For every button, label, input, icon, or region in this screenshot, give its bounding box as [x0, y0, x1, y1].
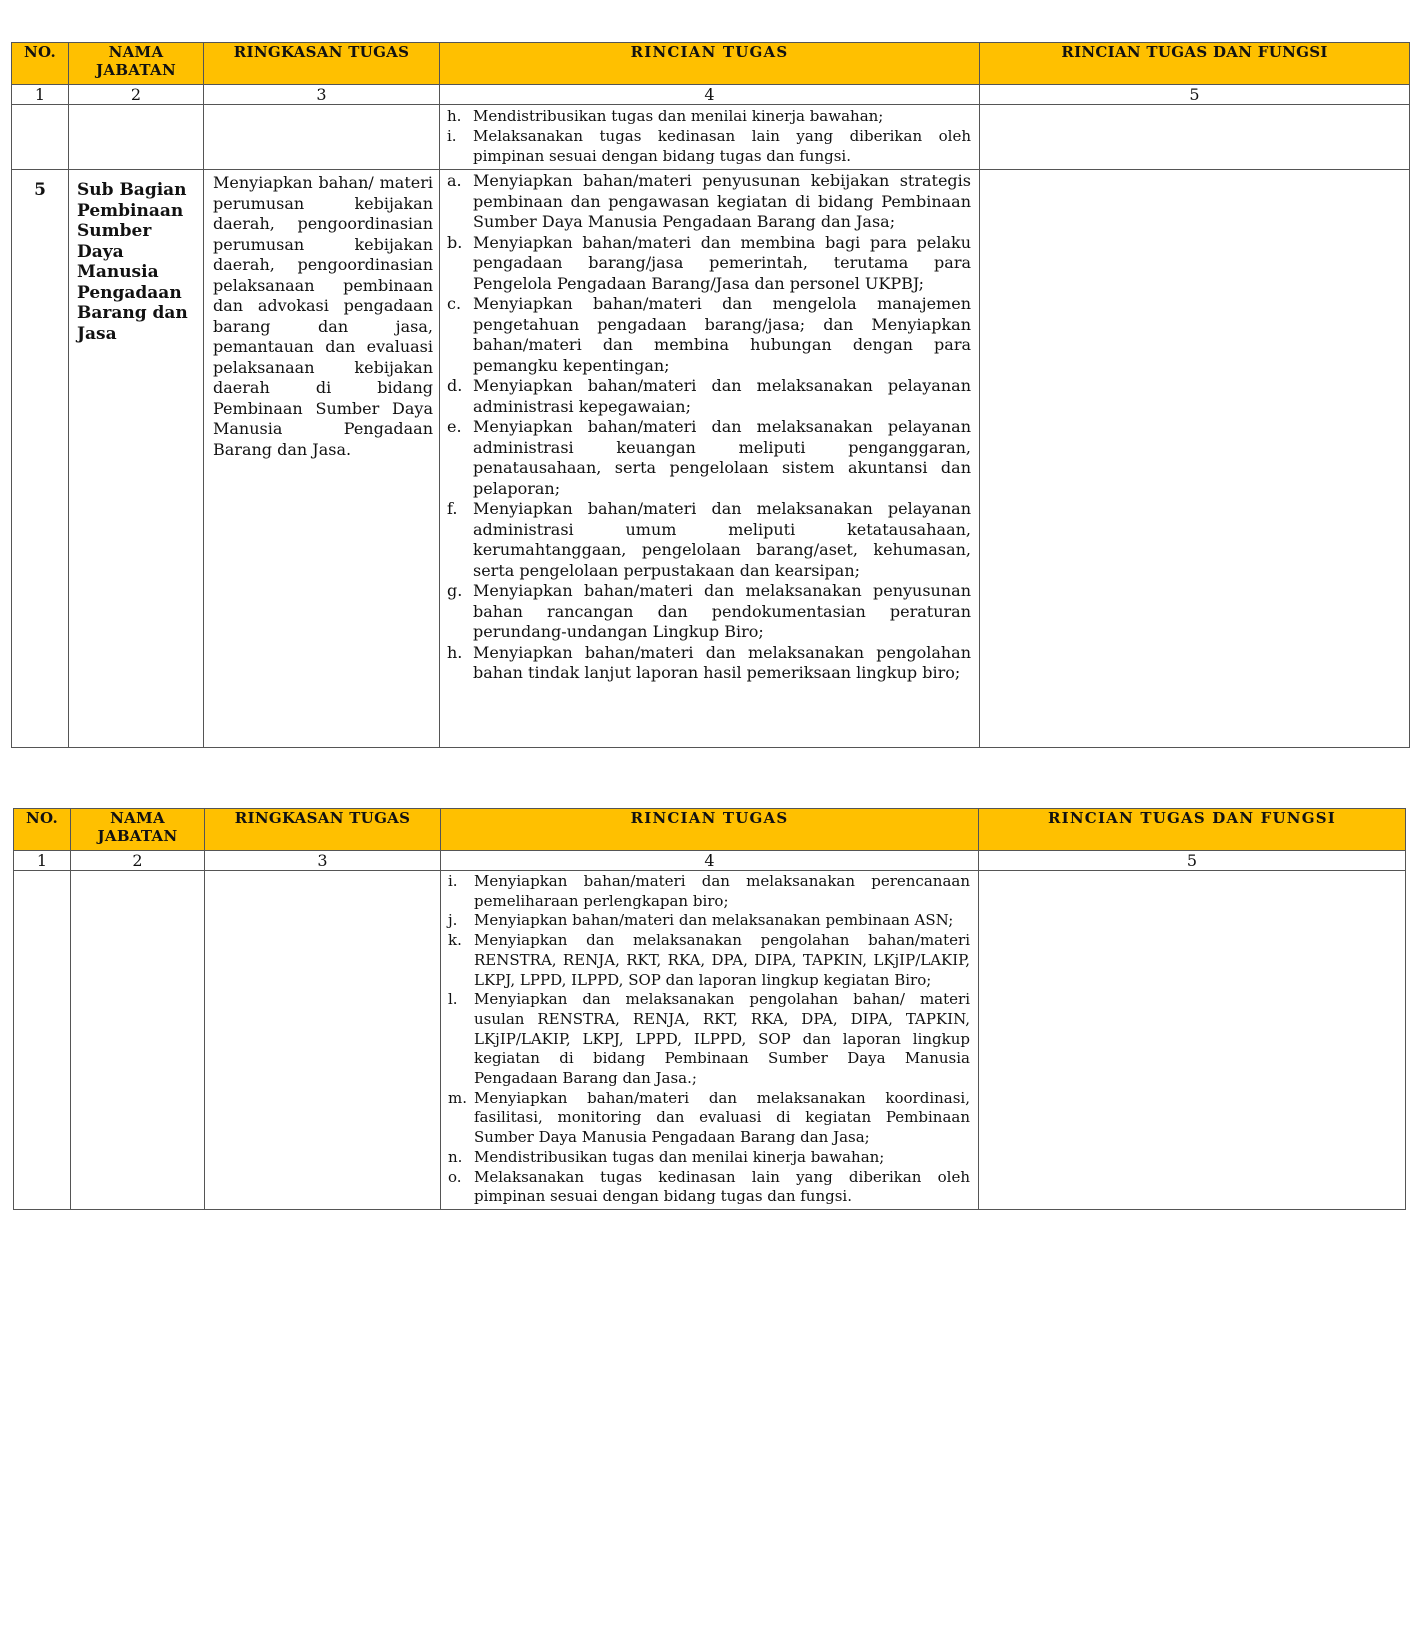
task-text: Menyiapkan bahan/materi dan melaksanakan pembinaan ASN; — [474, 911, 954, 930]
task-text: Menyiapkan bahan/materi dan melaksanakan pelayanan administrasi keuangan meliputi penganggaran, penatausahaan, serta pengelolaan sistem akuntansi dan pelaporan; — [473, 417, 971, 498]
task-marker: k. — [448, 931, 462, 950]
header-no: NO. — [14, 809, 71, 851]
task-text: Menyiapkan bahan/materi dan melaksanakan pelayanan administrasi umum meliputi ketatausahaan, kerumahtanggaan, pengelolaan barang/aset, kehumasan, serta pengelolaan perpustakaan dan kearsipan; — [473, 499, 971, 580]
task-item — [448, 931, 970, 990]
task-marker: i. — [447, 127, 457, 145]
rincian-tugas-fungsi-cell — [979, 871, 1406, 1210]
task-item — [447, 171, 971, 233]
task-item — [447, 106, 971, 126]
task-text: Mendistribusikan tugas dan menilai kinerja bawahan; — [474, 1147, 885, 1166]
task-marker: c. — [447, 294, 462, 313]
header-rincian-tugas-fungsi: RINCIAN TUGAS DAN FUNGSI — [979, 809, 1406, 851]
header-ringkasan-tugas: RINGKASAN TUGAS — [204, 43, 440, 85]
task-item — [447, 417, 971, 499]
task-marker: i. — [448, 872, 458, 890]
header-rincian-tugas: RINCIAN TUGAS — [441, 809, 979, 851]
column-number: 1 — [14, 851, 71, 871]
table-row — [14, 871, 1406, 1210]
column-number: 1 — [12, 85, 69, 105]
task-item — [447, 126, 971, 166]
header-rincian-tugas: RINCIAN TUGAS — [440, 43, 980, 85]
header-row — [14, 809, 1406, 851]
task-item — [448, 911, 970, 931]
column-number: 4 — [441, 851, 979, 871]
task-marker: l. — [448, 990, 458, 1009]
nama-jabatan-cell: Sub Bagian Pembinaan Sumber Daya Manusia Pengadaan Barang dan Jasa — [69, 170, 204, 748]
task-text: Menyiapkan dan melaksanakan pengolahan bahan/ materi usulan RENSTRA, RENJA, RKT, RKA, DPA, DIPA, TAPKIN, LKjIP/LAKIP, LKPJ, LPPD, ILPPD, SOP dan laporan lingkup kegiatan di bidang Pembinaan Sumber Daya Manusia Pengadaan Barang dan Jasa.; — [474, 990, 970, 1088]
task-text: Melaksanakan tugas kedinasan lain yang diberikan oleh pimpinan sesuai dengan bidang tugas dan fungsi. — [473, 127, 971, 165]
task-marker: b. — [447, 232, 463, 252]
task-marker: j. — [448, 911, 458, 930]
task-marker: m. — [448, 1088, 467, 1107]
column-number: 3 — [204, 85, 440, 105]
header-no: NO. — [12, 43, 69, 85]
task-text: Menyiapkan bahan/materi penyusunan kebijakan strategis pembinaan dan pengawasan kegiatan di bidang Pembinaan Sumber Daya Manusia Pengadaan Barang dan Jasa; — [473, 171, 971, 231]
header-ringkasan-tugas: RINGKASAN TUGAS — [205, 809, 441, 851]
task-marker: d. — [447, 376, 463, 395]
job-description-table-2 — [13, 808, 1406, 1210]
task-marker: n. — [448, 1147, 463, 1166]
continuation-row — [12, 105, 1410, 170]
task-item — [448, 872, 970, 911]
task-item — [447, 499, 971, 581]
task-text: Menyiapkan bahan/materi dan melaksanakan perencanaan pemeliharaan perlengkapan biro; — [474, 872, 970, 910]
column-number-row — [14, 851, 1406, 871]
task-marker: h. — [447, 107, 462, 125]
ringkasan-tugas-cell: Menyiapkan bahan/ materi perumusan kebijakan daerah, pengoordinasian perumusan kebijakan daerah, pengoordinasian pelaksanaan pembinaan dan advokasi pengadaan barang dan jasa, pemantauan dan evaluasi pelaksanaan kebijakan daerah di bidang Pembinaan Sumber Daya Manusia Pengadaan Barang dan Jasa. — [204, 170, 440, 748]
empty-cell — [14, 871, 71, 1210]
task-marker: e. — [447, 417, 462, 436]
task-text: Menyiapkan bahan/materi dan membina bagi para pelaku pengadaan barang/jasa pemerintah, terutama para Pengelola Pengadaan Barang/Jasa dan personel UKPBJ; — [473, 232, 971, 293]
empty-cell — [69, 105, 204, 170]
rincian-tugas-cell — [440, 105, 980, 170]
task-text: Mendistribusikan tugas dan menilai kinerja bawahan; — [473, 107, 884, 125]
task-text: Menyiapkan bahan/materi dan melaksanakan penyusunan bahan rancangan dan pendokumentasian peraturan perundang-undangan Lingkup Biro; — [473, 581, 971, 641]
task-item — [448, 1168, 970, 1207]
row-number: 5 — [12, 170, 69, 748]
job-description-table-1 — [11, 42, 1410, 748]
task-marker: a. — [447, 171, 462, 190]
task-text: Menyiapkan dan melaksanakan pengolahan bahan/materi RENSTRA, RENJA, RKT, RKA, DPA, DIPA, TAPKIN, LKjIP/LAKIP, LKPJ, LPPD, ILPPD, SOP dan laporan lingkup kegiatan Biro; — [474, 931, 970, 989]
rincian-tugas-cell — [440, 170, 980, 748]
task-item — [447, 643, 971, 684]
task-marker: h. — [447, 642, 463, 662]
task-item — [447, 233, 971, 295]
header-rincian-tugas-fungsi: RINCIAN TUGAS DAN FUNGSI — [980, 43, 1410, 85]
task-item — [448, 1148, 970, 1168]
column-number: 3 — [205, 851, 441, 871]
empty-cell — [12, 105, 69, 170]
task-item — [448, 990, 970, 1089]
empty-cell — [205, 871, 441, 1210]
task-item — [448, 1089, 970, 1148]
header-row — [12, 43, 1410, 85]
task-item — [447, 376, 971, 417]
table-row — [12, 170, 1410, 748]
column-number: 2 — [69, 85, 204, 105]
empty-cell — [71, 871, 205, 1210]
column-number: 2 — [71, 851, 205, 871]
task-item — [447, 581, 971, 643]
task-marker: g. — [447, 581, 463, 600]
column-number: 5 — [980, 85, 1410, 105]
task-text: Melaksanakan tugas kedinasan lain yang diberikan oleh pimpinan sesuai dengan bidang tugas dan fungsi. — [474, 1167, 970, 1206]
rincian-tugas-cell — [441, 871, 979, 1210]
rincian-tugas-fungsi-cell — [980, 170, 1410, 748]
column-number-row — [12, 85, 1410, 105]
task-text: Menyiapkan bahan/materi dan melaksanakan koordinasi, fasilitasi, monitoring dan evaluasi di kegiatan Pembinaan Sumber Daya Manusia Pengadaan Barang dan Jasa; — [474, 1088, 970, 1147]
rincian-tugas-fungsi-cell — [980, 105, 1410, 170]
task-marker: f. — [447, 499, 458, 518]
task-text: Menyiapkan bahan/materi dan melaksanakan pelayanan administrasi kepegawaian; — [473, 376, 971, 416]
task-text: Menyiapkan bahan/materi dan mengelola manajemen pengetahuan pengadaan barang/jasa; dan Menyiapkan bahan/materi dan membina hubungan dengan para pemangku kepentingan; — [473, 294, 971, 375]
empty-cell — [204, 105, 440, 170]
task-item — [447, 294, 971, 376]
task-text: Menyiapkan bahan/materi dan melaksanakan pengolahan bahan tindak lanjut laporan hasil pemeriksaan lingkup biro; — [473, 642, 971, 682]
header-nama-jabatan: NAMA JABATAN — [71, 809, 205, 851]
task-marker: o. — [448, 1167, 462, 1186]
header-nama-jabatan: NAMA JABATAN — [69, 43, 204, 85]
column-number: 5 — [979, 851, 1406, 871]
column-number: 4 — [440, 85, 980, 105]
